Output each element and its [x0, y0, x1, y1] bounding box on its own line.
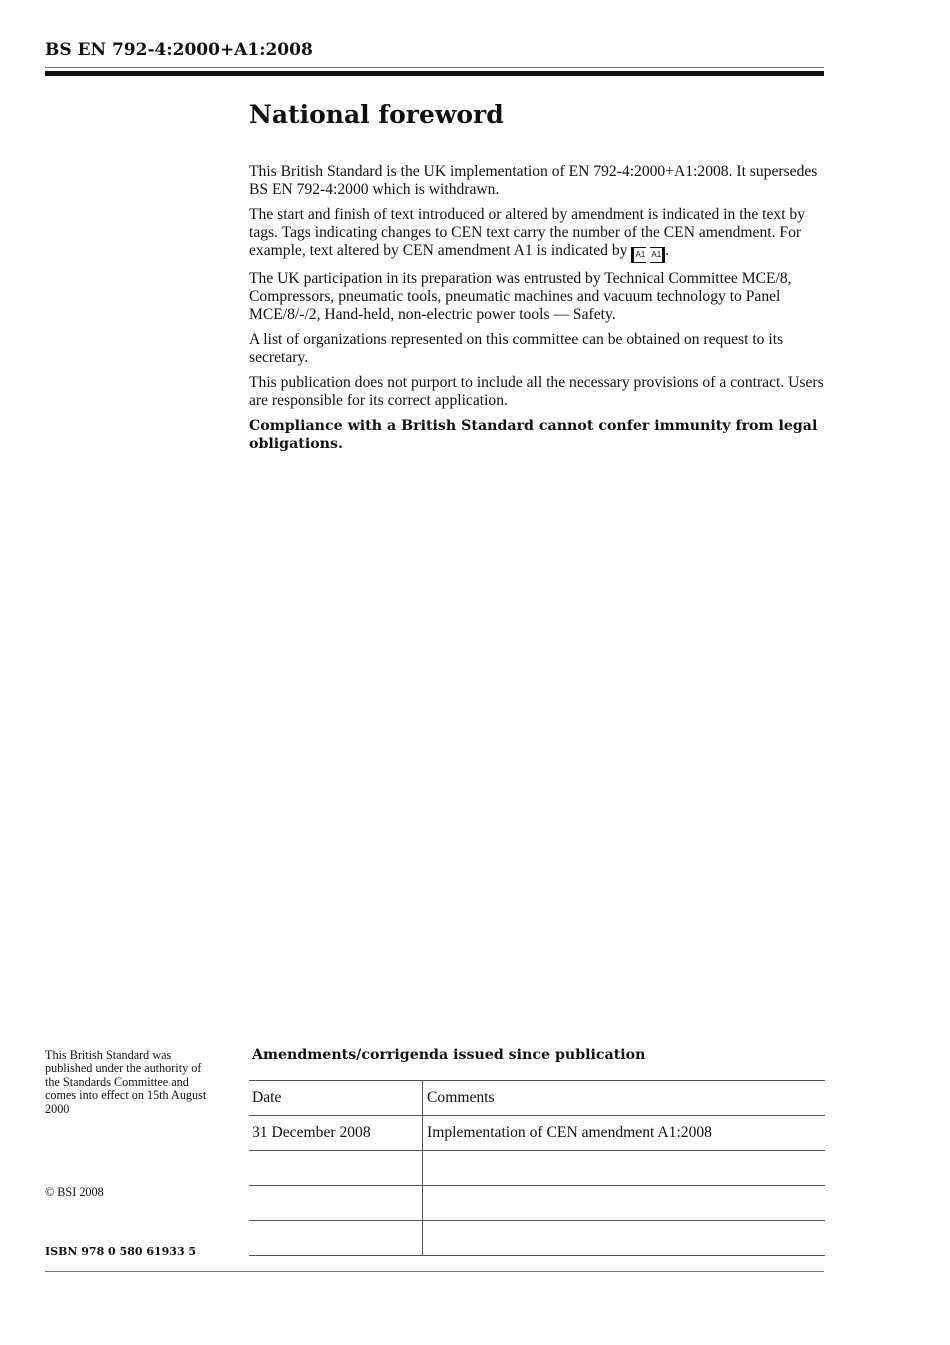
table-header-row — [249, 1081, 825, 1116]
cell-date — [249, 1151, 423, 1186]
paragraph-implementation: This British Standard is the UK implementation of EN 792-4:2000+A1:2008. It supersedes BS EN 792-4:2000 which is withdrawn. — [249, 163, 818, 198]
isbn: ISBN 978 0 580 61933 5 — [45, 1245, 197, 1258]
table-row — [249, 1151, 825, 1186]
paragraph-amendment-tags-text: The start and finish of text introduced or altered by amendment is indicated in the text by tags. Tags indicating changes to CEN text carry the number of the CEN amendment. For example, text altered by CEN amendment A1 is indicated by — [249, 206, 806, 259]
table-row — [249, 1221, 825, 1256]
amendment-close-tag-icon: A1 — [650, 247, 665, 263]
amendments-table — [249, 1080, 825, 1256]
paragraph-organizations: A list of organizations represented on this committee can be obtained on request to its secretary. — [249, 331, 784, 366]
table-row — [249, 1186, 825, 1221]
cell-comments — [423, 1186, 826, 1221]
header-rule-thick — [45, 71, 824, 76]
cell-comments: Implementation of CEN amendment A1:2008 — [423, 1116, 826, 1151]
paragraph-committee: The UK participation in its preparation was entrusted by Technical Committee MCE/8, Compressors, pneumatic tools, pneumatic machines and vacuum technology to Panel MCE/8/-/2, Hand-held, non-electric power tools — Safety. — [249, 270, 792, 323]
amendments-title: Amendments/corrigenda issued since publication — [252, 1047, 646, 1063]
cell-comments — [423, 1151, 826, 1186]
paragraph-provisions: This publication does not purport to include all the necessary provisions of a contract. Users are responsible for its correct application. — [249, 374, 824, 409]
foreword-body — [249, 163, 829, 460]
cell-date: 31 December 2008 — [249, 1116, 423, 1151]
table-row — [249, 1116, 825, 1151]
footer-rule — [45, 1271, 824, 1272]
cell-date — [249, 1186, 423, 1221]
column-header-date: Date — [249, 1081, 423, 1116]
page-title: National foreword — [249, 100, 504, 129]
cell-date — [249, 1221, 423, 1256]
paragraph-compliance: Compliance with a British Standard cannot confer immunity from legal obligations. — [249, 418, 818, 452]
publication-note: This British Standard was published under the authority of the Standards Committee and comes into effect on 15th August 2000 — [45, 1048, 207, 1116]
column-header-comments: Comments — [423, 1081, 826, 1116]
copyright: © BSI 2008 — [45, 1185, 104, 1199]
amendment-open-tag-icon: A1 — [631, 247, 646, 263]
paragraph-amendment-tags-end: . — [665, 242, 670, 259]
paragraph-amendment-tags — [249, 206, 829, 263]
document-id: BS EN 792-4:2000+A1:2008 — [45, 40, 313, 60]
cell-comments — [423, 1221, 826, 1256]
header-rule-thin — [45, 67, 824, 68]
